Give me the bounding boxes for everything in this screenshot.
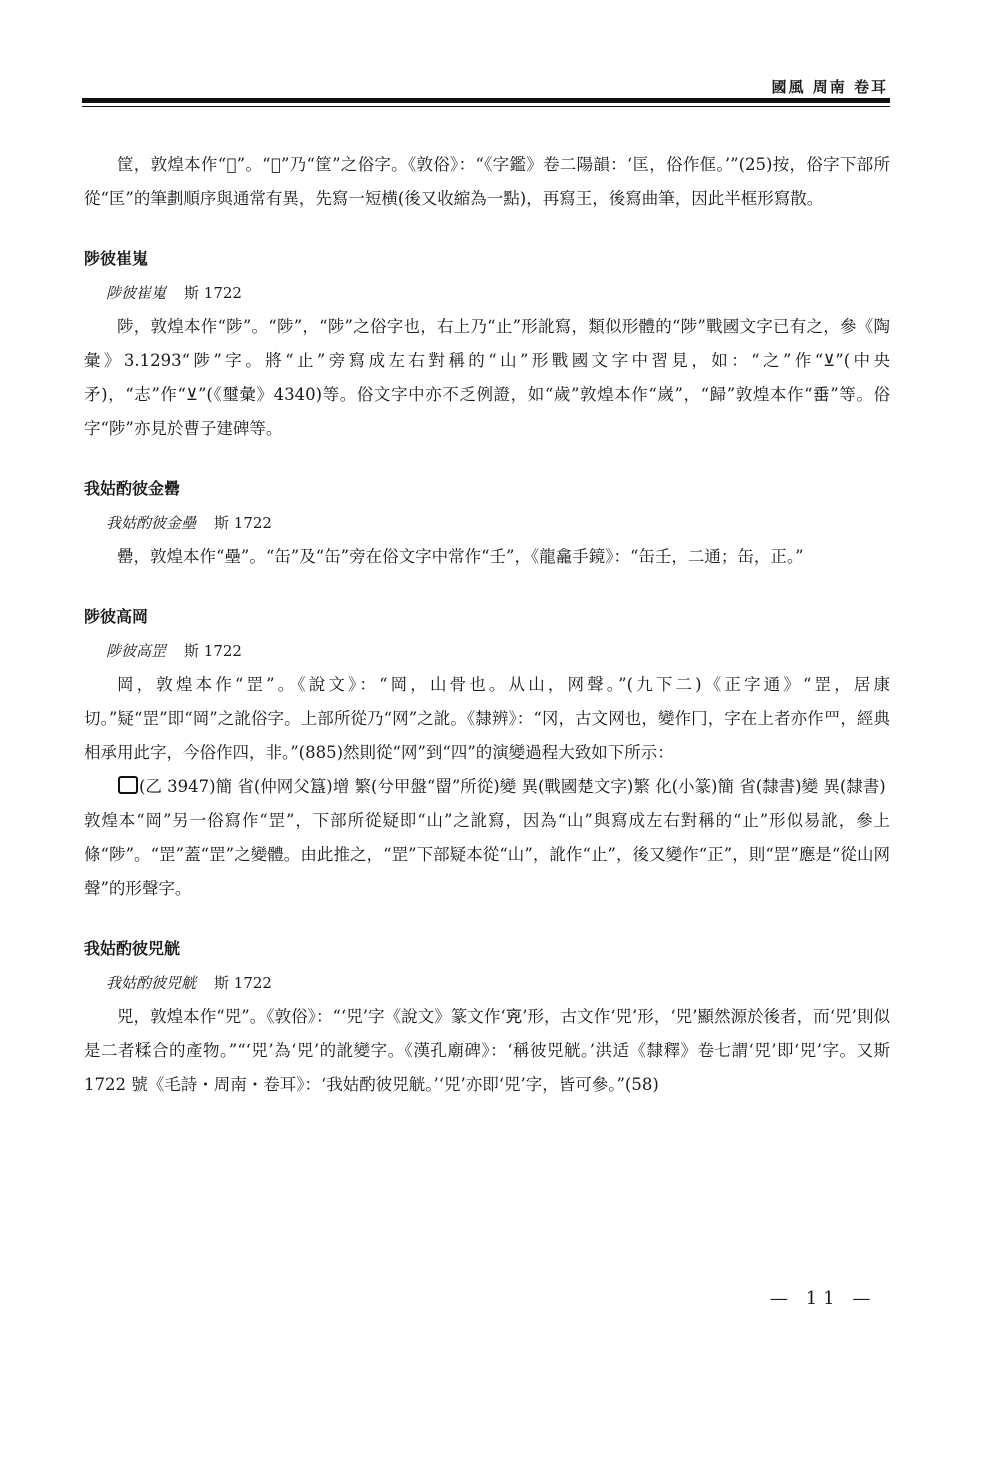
section-3-paragraph-2: 敦煌本“岡”另一俗寫作“罡”，下部所從疑即“山”之訛寫，因為“山”與寫成左右對稱的“止”形似易訛，參上條“陟”。“罡”蓋“罡”之變體。由此推之，“罡”下部疑本從“山”，訛作“止”，後又變作“正”，則“罡”應是“從山网聲”的形聲字。 <box>84 811 890 898</box>
variant-line-3 <box>106 634 890 668</box>
source-ref: 斯 1722 <box>214 974 272 992</box>
section-3-paragraph: 岡，敦煌本作“罡”。《說文》：“岡，山骨也。从山，网聲。”(九下二)《正字通》“罡，居康切。”疑“罡”即“岡”之訛俗字。上部所從乃“网”之訛。《隸辨》：“冈，古文网也，變作冂，字在上者亦作罒，經典相承用此字，今俗作四，非。”(885)然則從“网”到“四”的演變過程大致如下所示： <box>84 675 890 762</box>
section-heading-3: 陟彼高岡 <box>84 607 149 626</box>
page-body <box>84 148 890 1102</box>
variant-line-4 <box>106 966 890 1000</box>
variant-text: 陟彼高罡 <box>106 642 167 660</box>
evolution-sequence <box>84 770 890 804</box>
section-2-paragraph: 罍，敦煌本作“壘”。“缶”及“缶”旁在俗文字中常作“壬”，《龍龕手鏡》：“缶壬，二通；缶，正。” <box>117 547 804 566</box>
ancient-glyph-icon <box>118 776 138 794</box>
intro-paragraph: 筐，敦煌本作“𫹴”。“𫹴”乃“筐”之俗字。《敦俗》：“《字鑑》卷二陽韻：‘匡，俗作㑌。’”(25)按，俗字下部所從“匡”的筆劃順序與通常有異，先寫一短横(後又收縮為一點)，再寫王，後寫曲筆，因此半框形寫散。 <box>84 155 890 208</box>
source-ref: 斯 1722 <box>214 514 272 532</box>
variant-line-2 <box>106 506 890 540</box>
section-heading-4: 我姑酌彼兕觥 <box>84 939 181 958</box>
source-ref: 斯 1722 <box>184 284 242 302</box>
variant-text: 我姑酌彼金壘 <box>106 514 197 532</box>
header-rule-thick <box>82 98 890 103</box>
variant-line-1 <box>106 276 890 310</box>
variant-text: 我姑酌彼兕觥 <box>106 974 197 992</box>
source-ref: 斯 1722 <box>184 642 242 660</box>
section-1-paragraph: 陟，敦煌本作“陟”。“陟”，“陟”之俗字也，右上乃“止”形訛寫，類似形體的“陟”戰國文字已有之，參《陶彙》3.1293“陟”字。將“止”旁寫成左右對稱的“山”形戰國文字中習見，如：“之”作“⊻”(中央矛)，“志”作“⊻”(《璽彙》4340)等。俗文字中亦不乏例證，如“歲”敦煌本作“嵗”，“歸”敦煌本作“𡸁”等。俗字“陟”亦見於曹子建碑等。 <box>84 317 890 438</box>
variant-text: 陟彼崔嵬 <box>106 284 167 302</box>
page-number: — 11 — <box>770 1288 877 1309</box>
section-heading-2: 我姑酌彼金罍 <box>84 479 181 498</box>
header-rule-thin <box>82 106 890 107</box>
section-heading-1: 陟彼崔嵬 <box>84 249 149 268</box>
evolution-text: (乙 3947)簡 省(仲网父簋)增 繁(兮甲盤“罶”所從)變 異(戰國楚文字)繁 化(小篆)簡 省(隸書)變 異(隸書) <box>139 777 886 796</box>
section-4-paragraph: 兕，敦煌本作“兕”。《敦俗》：“‘兕’字《說文》篆文作‘𠒋’形，古文作‘兕’形，‘兕’顯然源於後者，而‘兕’則似是二者糅合的產物。”“‘兕’為‘兕’的訛變字。《漢孔廟碑》：‘稱彼兕觥。’洪适《隸釋》卷七謂‘兕’即‘兕’字。又斯 1722 號《毛詩・周南・卷耳》：‘我姑酌彼兕觥。’‘兕’亦即‘兕’字，皆可參。”(58) <box>84 1007 890 1094</box>
running-header: 國風 周南 卷耳 <box>771 78 888 96</box>
